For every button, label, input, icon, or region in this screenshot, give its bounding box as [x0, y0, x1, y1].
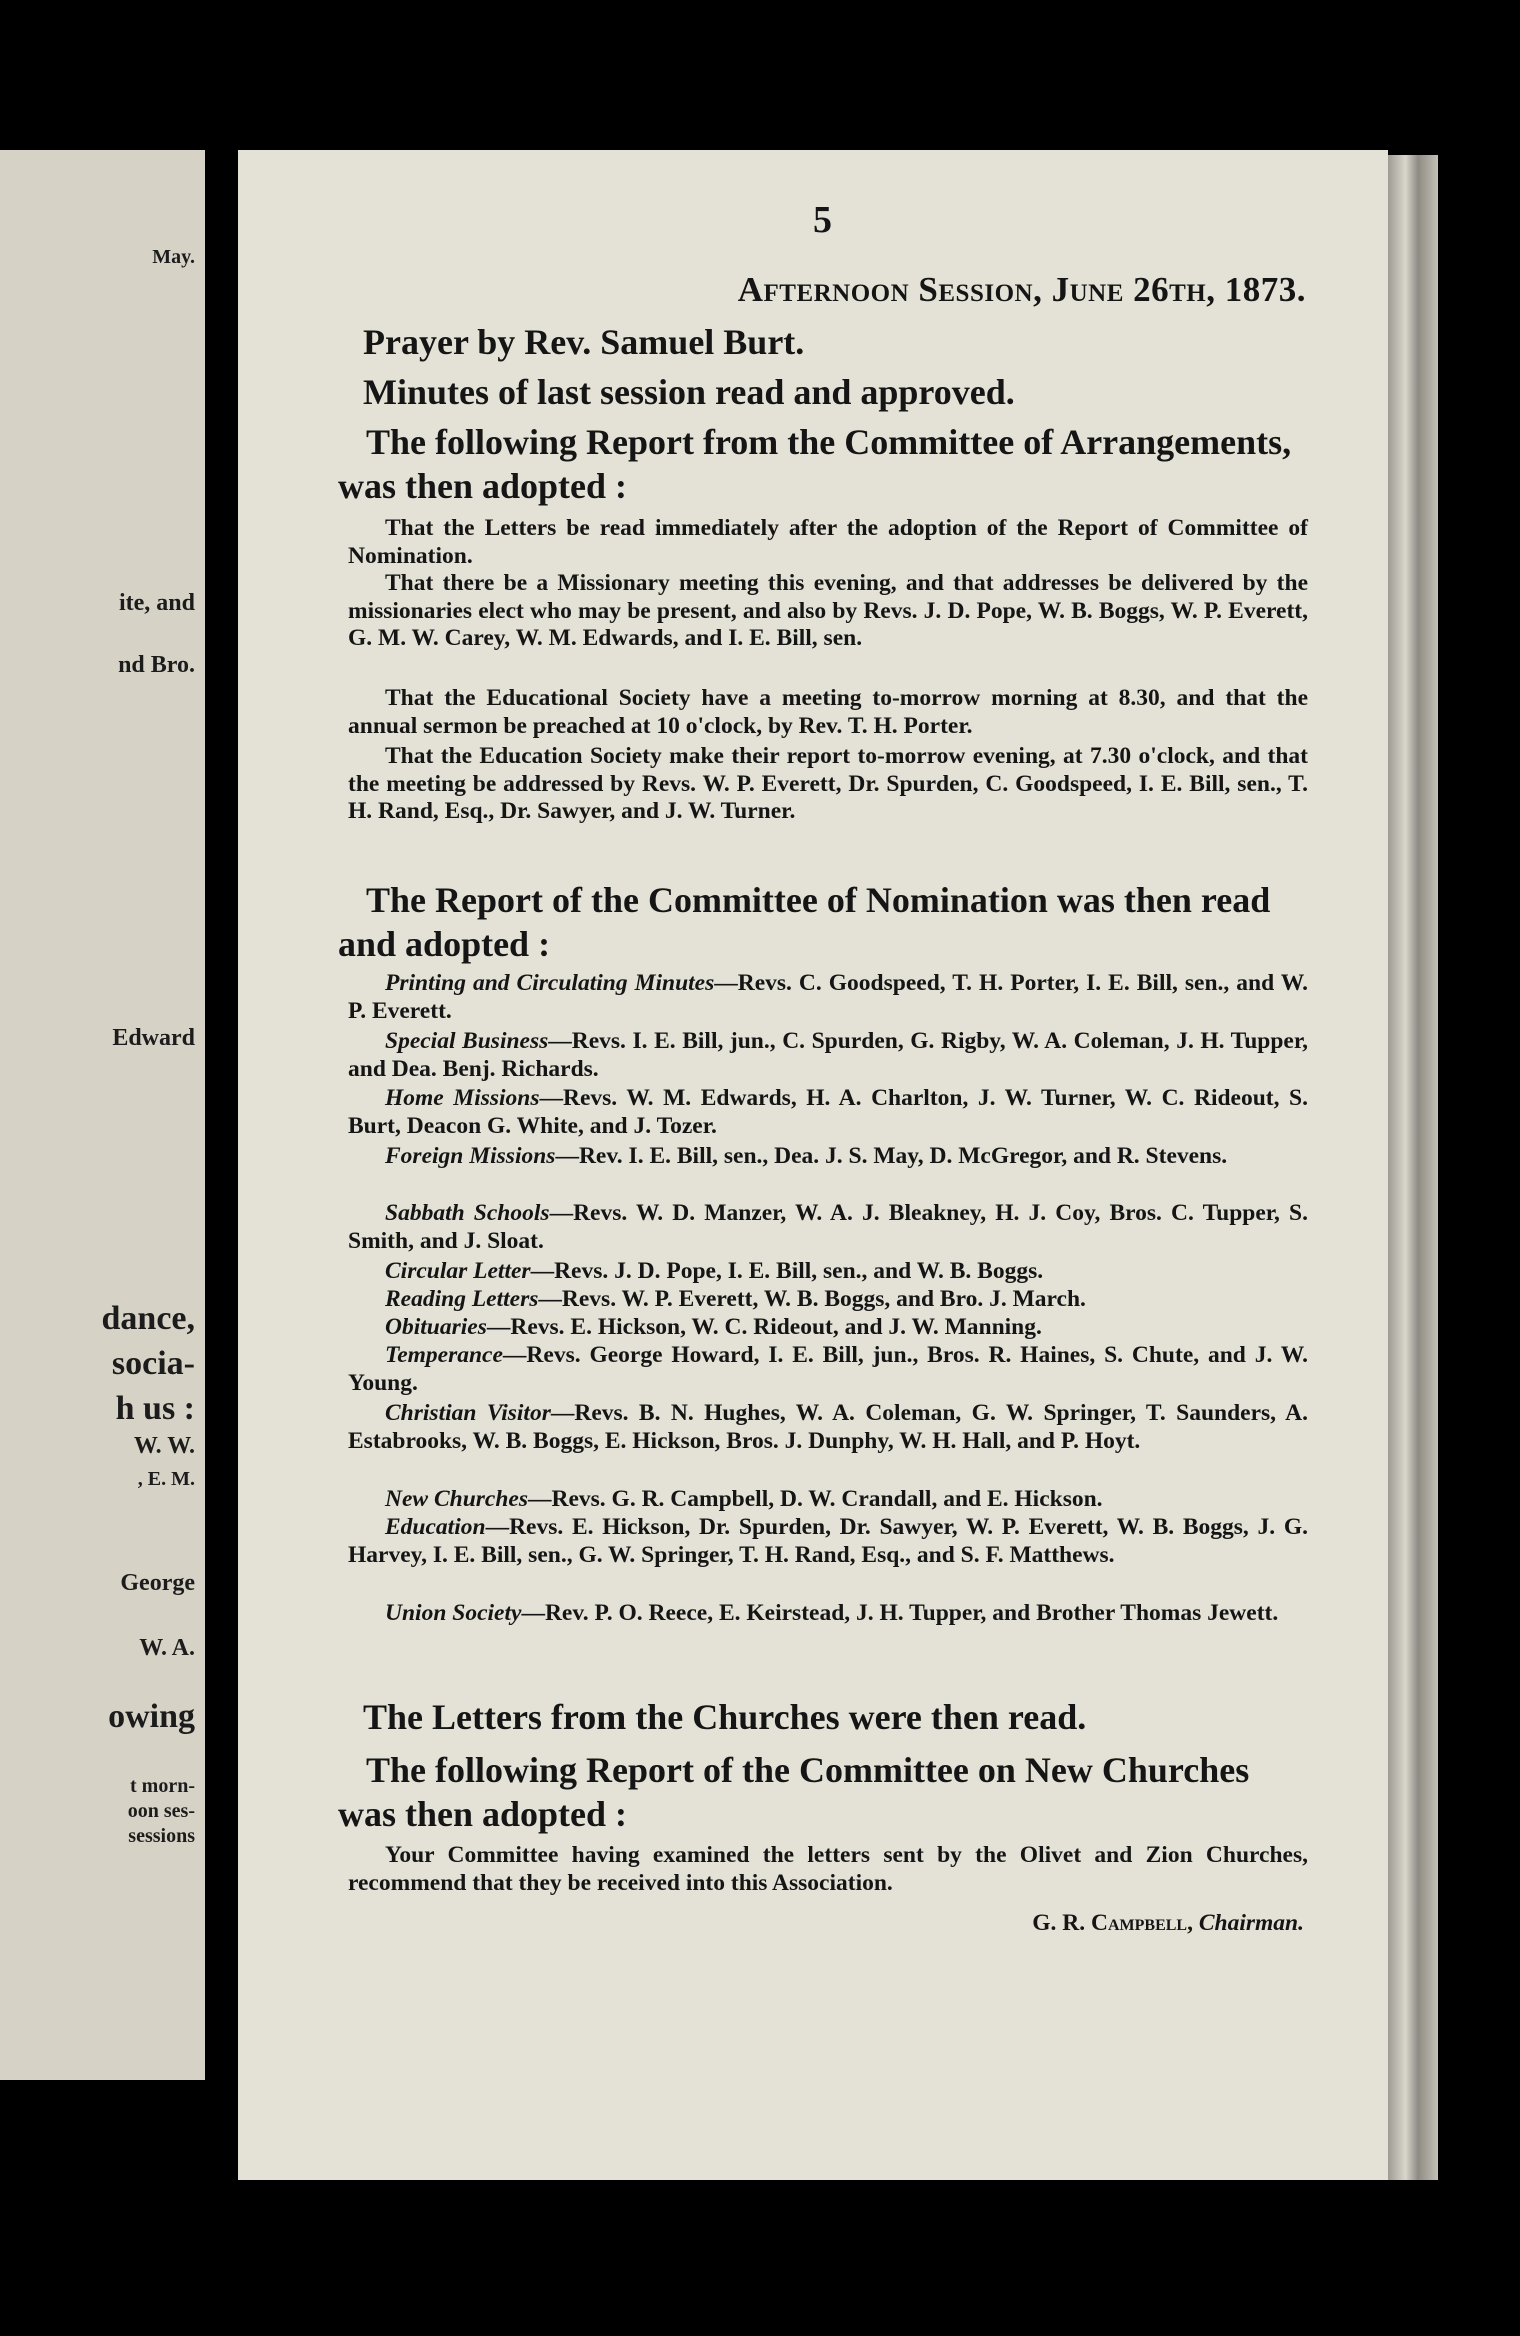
new-churches-report: Your Committee having examined the letters sent by the Olivet and Zion Churches, recommend that they be received into this Association. — [348, 1842, 1308, 1896]
fragment-line: socia- — [111, 1345, 195, 1382]
signatory-title: Chairman. — [1198, 1910, 1304, 1936]
committee-name: Obituaries — [385, 1314, 487, 1340]
signatory-name: G. R. Campbell, — [1032, 1910, 1193, 1936]
committee-name: Circular Letter — [385, 1258, 531, 1284]
committee-name: Christian Visitor — [385, 1400, 551, 1426]
page-edge — [1388, 155, 1438, 2180]
nomination-item — [348, 1143, 1308, 1171]
arrangements-intro: The following Report from the Committee of Arrangements, was then adopted : — [338, 422, 1292, 506]
arrangement-item: That the Letters be read immediately after the adoption of the Report of Committee of Nomination. — [348, 515, 1308, 569]
arrangement-item: That the Education Society make their report to-morrow evening, at 7.30 o'clock, and that the meeting be addressed by Revs. W. P. Everett, Dr. Spurden, C. Goodspeed, I. E. Bill, sen., T. H. Rand, Esq., Dr. Sawyer, and J. W. Turner. — [348, 743, 1308, 824]
nomination-item — [348, 1200, 1308, 1255]
committee-members: —Revs. B. N. Hughes, W. A. Coleman, G. W. Springer, T. Saunders, A. Estabrooks, W. B. Boggs, E. Hickson, Bros. J. Dunphy, W. H. Hall, and P. Hoyt. — [348, 1400, 1308, 1454]
nomination-item — [348, 1258, 1308, 1286]
nomination-item — [348, 1028, 1308, 1083]
committee-members: —Revs. E. Hickson, W. C. Rideout, and J. W. Manning. — [486, 1314, 1042, 1340]
signature — [1032, 1910, 1304, 1937]
fragment-line: owing — [108, 1698, 195, 1735]
previous-page-fragment — [0, 150, 205, 2080]
committee-members: —Revs. W. D. Manzer, W. A. J. Bleakney, H. J. Coy, Bros. C. Tupper, S. Smith, and J. Sloat. — [348, 1200, 1308, 1254]
nomination-intro: The Report of the Committee of Nomination was then read and adopted : — [338, 880, 1271, 964]
nomination-item — [348, 1514, 1308, 1569]
prayer-line: Prayer by Rev. Samuel Burt. — [363, 322, 805, 362]
fragment-line: dance, — [101, 1300, 195, 1337]
nomination-item — [348, 1286, 1308, 1314]
fragment-line: nd Bro. — [118, 652, 195, 678]
committee-name: Sabbath Schools — [385, 1200, 550, 1226]
nomination-item — [348, 1400, 1308, 1455]
committee-name: Education — [385, 1514, 486, 1540]
fragment-line: oon ses- — [127, 1800, 195, 1822]
committee-name: Reading Letters — [385, 1286, 539, 1312]
fragment-line: W. W. — [133, 1433, 195, 1459]
document-page — [238, 150, 1388, 2180]
committee-name: Home Missions — [385, 1085, 540, 1111]
nomination-item — [348, 1486, 1308, 1514]
fragment-line: t morn- — [130, 1775, 195, 1797]
fragment-line: George — [120, 1570, 195, 1596]
committee-name: Temperance — [385, 1342, 503, 1368]
letters-read-line: The Letters from the Churches were then read. — [363, 1697, 1087, 1737]
arrangement-item: That the Educational Society have a meeting to-morrow morning at 8.30, and that the annual sermon be preached at 10 o'clock, by Rev. T. H. Porter. — [348, 685, 1308, 739]
fragment-line: , E. M. — [137, 1468, 195, 1490]
fragment-line: h us : — [115, 1390, 195, 1427]
fragment-line: sessions — [128, 1825, 195, 1847]
committee-members: —Revs. W. P. Everett, W. B. Boggs, and Bro. J. March. — [538, 1286, 1086, 1312]
nomination-item — [348, 970, 1308, 1025]
session-header: Afternoon Session, June 26th, 1873. — [737, 270, 1306, 309]
arrangement-item: That there be a Missionary meeting this evening, and that addresses be delivered by the missionaries elect who may be present, and also by Revs. J. D. Pope, W. B. Boggs, W. P. Everett, G. M. W. Carey, W. M. Edwards, and I. E. Bill, sen. — [348, 570, 1308, 651]
committee-members: —Revs. W. M. Edwards, H. A. Charlton, J. W. Turner, W. C. Rideout, S. Burt, Deacon G. White, and J. Tozer. — [348, 1085, 1308, 1139]
fragment-line: W. A. — [139, 1635, 195, 1661]
committee-name: Foreign Missions — [385, 1143, 556, 1169]
committee-members: —Revs. C. Goodspeed, T. H. Porter, I. E. Bill, sen., and W. P. Everett. — [348, 970, 1308, 1024]
committee-name: New Churches — [385, 1486, 528, 1512]
committee-name: Special Business — [385, 1028, 549, 1054]
new-churches-intro: The following Report of the Committee on New Churches was then adopted : — [338, 1750, 1250, 1834]
minutes-line: Minutes of last session read and approved. — [363, 372, 1015, 412]
committee-members: —Revs. E. Hickson, Dr. Spurden, Dr. Sawyer, W. P. Everett, W. B. Boggs, J. G. Harvey, I. E. Bill, sen., G. W. Springer, T. H. Rand, Esq., and S. F. Matthews. — [348, 1514, 1308, 1568]
committee-members: —Rev. P. O. Reece, E. Keirstead, J. H. Tupper, and Brother Thomas Jewett. — [521, 1600, 1279, 1626]
fragment-line: ite, and — [118, 590, 195, 616]
committee-members: —Revs. G. R. Campbell, D. W. Crandall, and E. Hickson. — [528, 1486, 1103, 1512]
committee-members: —Rev. I. E. Bill, sen., Dea. J. S. May, D. McGregor, and R. Stevens. — [555, 1143, 1228, 1169]
page-number: 5 — [813, 199, 832, 241]
committee-members: —Revs. George Howard, I. E. Bill, jun., Bros. R. Haines, S. Chute, and J. W. Young. — [348, 1342, 1308, 1396]
fragment-line: Edward — [112, 1025, 195, 1051]
committee-name: Printing and Circulating Minutes — [385, 970, 715, 996]
committee-members: —Revs. J. D. Pope, I. E. Bill, sen., and W. B. Boggs. — [530, 1258, 1044, 1284]
committee-members: —Revs. I. E. Bill, jun., C. Spurden, G. Rigby, W. A. Coleman, J. H. Tupper, and Dea. Benj. Richards. — [348, 1028, 1308, 1082]
nomination-item — [348, 1600, 1308, 1628]
nomination-item — [348, 1342, 1308, 1397]
committee-name: Union Society — [385, 1600, 522, 1626]
nomination-item — [348, 1085, 1308, 1140]
fragment-line: May. — [152, 246, 195, 268]
nomination-item — [348, 1314, 1308, 1342]
